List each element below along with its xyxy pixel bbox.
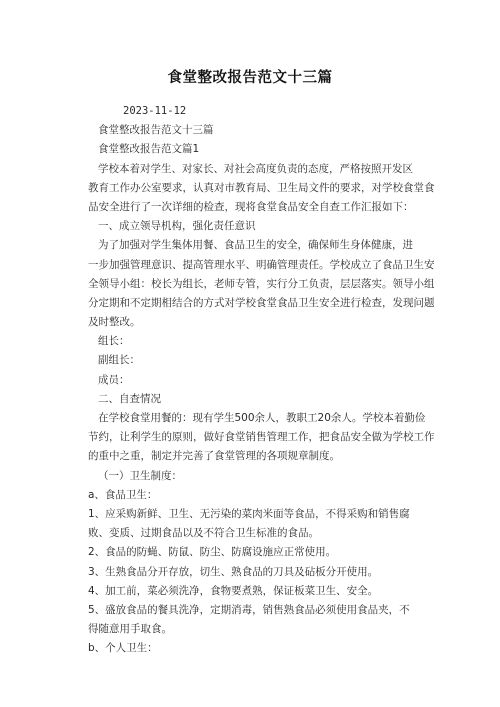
section1-line-5: 及时整改。 bbox=[88, 316, 141, 329]
subsection-heading-hygiene: （一）卫生制度： bbox=[98, 469, 182, 482]
food-hygiene-label: a、食品卫生： bbox=[88, 488, 158, 501]
section2-line-2: 节约，让利学生的原则，做好食堂销售管理工作，把食品安全做为学校工作 bbox=[88, 431, 435, 444]
vice-leader-label: 副组长： bbox=[98, 354, 140, 367]
rule-3: 3、生熟食品分开存放，切生、熟食品的刀具及砧板分开使用。 bbox=[88, 565, 379, 578]
section2-line-1: 在学校食堂用餐的：现有学生500余人，教职工20余人。学校本着勤俭 bbox=[98, 412, 426, 424]
intro-line-3: 品安全进行了一次详细的检查，现将食堂食品安全自查工作汇报如下： bbox=[88, 200, 414, 213]
rule-5-line-2: 得随意用手取食。 bbox=[88, 623, 172, 636]
rule-1-line-1: 1、应采购新鲜、卫生、无污染的菜肉米面等食品，不得采购和销售腐 bbox=[88, 507, 410, 520]
subtitle-series: 食堂整改报告范文十三篇 bbox=[98, 124, 214, 137]
intro-line-1: 学校本着对学生、对家长、对社会高度负责的态度，严格按照开发区 bbox=[98, 162, 413, 175]
members-label: 成员： bbox=[98, 373, 130, 386]
rule-1-line-2: 败、变质、过期食品以及不符合卫生标准的食品。 bbox=[88, 527, 319, 540]
personal-hygiene-label: b、个人卫生： bbox=[88, 642, 158, 655]
section1-line-2: 一步加强管理意识、提高管理水平、明确管理责任。学校成立了食品卫生安 bbox=[88, 258, 435, 271]
section-heading-2: 二、自查情况 bbox=[98, 392, 161, 405]
rule-5-line-1: 5、盛放食品的餐具洗净，定期消毒，销售熟食品必须使用食品夹，不 bbox=[88, 603, 410, 616]
section1-line-1: 为了加强对学生集体用餐、食品卫生的安全，确保师生身体健康，进 bbox=[98, 239, 413, 252]
leader-label: 组长： bbox=[98, 335, 130, 348]
document-title: 食堂整改报告范文十三篇 bbox=[167, 70, 333, 86]
rule-2: 2、食品的防蝇、防鼠、防尘、防腐设施应正常使用。 bbox=[88, 546, 337, 559]
section1-line-3: 全领导小组：校长为组长，老师专管，实行分工负责，层层落实。领导小组 bbox=[88, 277, 435, 290]
section2-line-3: 的重中之重，制定并完善了食堂管理的各项规章制度。 bbox=[88, 450, 340, 463]
document-body bbox=[88, 102, 435, 658]
section-heading-1: 一、成立领导机构，强化责任意识 bbox=[98, 220, 256, 233]
subtitle-article: 食堂整改报告范文篇1 bbox=[98, 143, 200, 156]
section1-line-4: 分定期和不定期相结合的方式对学校食堂食品卫生安全进行检查，发现问题 bbox=[88, 296, 435, 309]
rule-4: 4、加工前，菜必须洗净，食物要煮熟，保证板菜卫生、安全。 bbox=[88, 584, 379, 597]
intro-line-2: 教育工作办公室要求，认真对市教育局、卫生局文件的要求，对学校食堂食 bbox=[88, 181, 435, 194]
document-date: 2023-11-12 bbox=[123, 105, 187, 117]
